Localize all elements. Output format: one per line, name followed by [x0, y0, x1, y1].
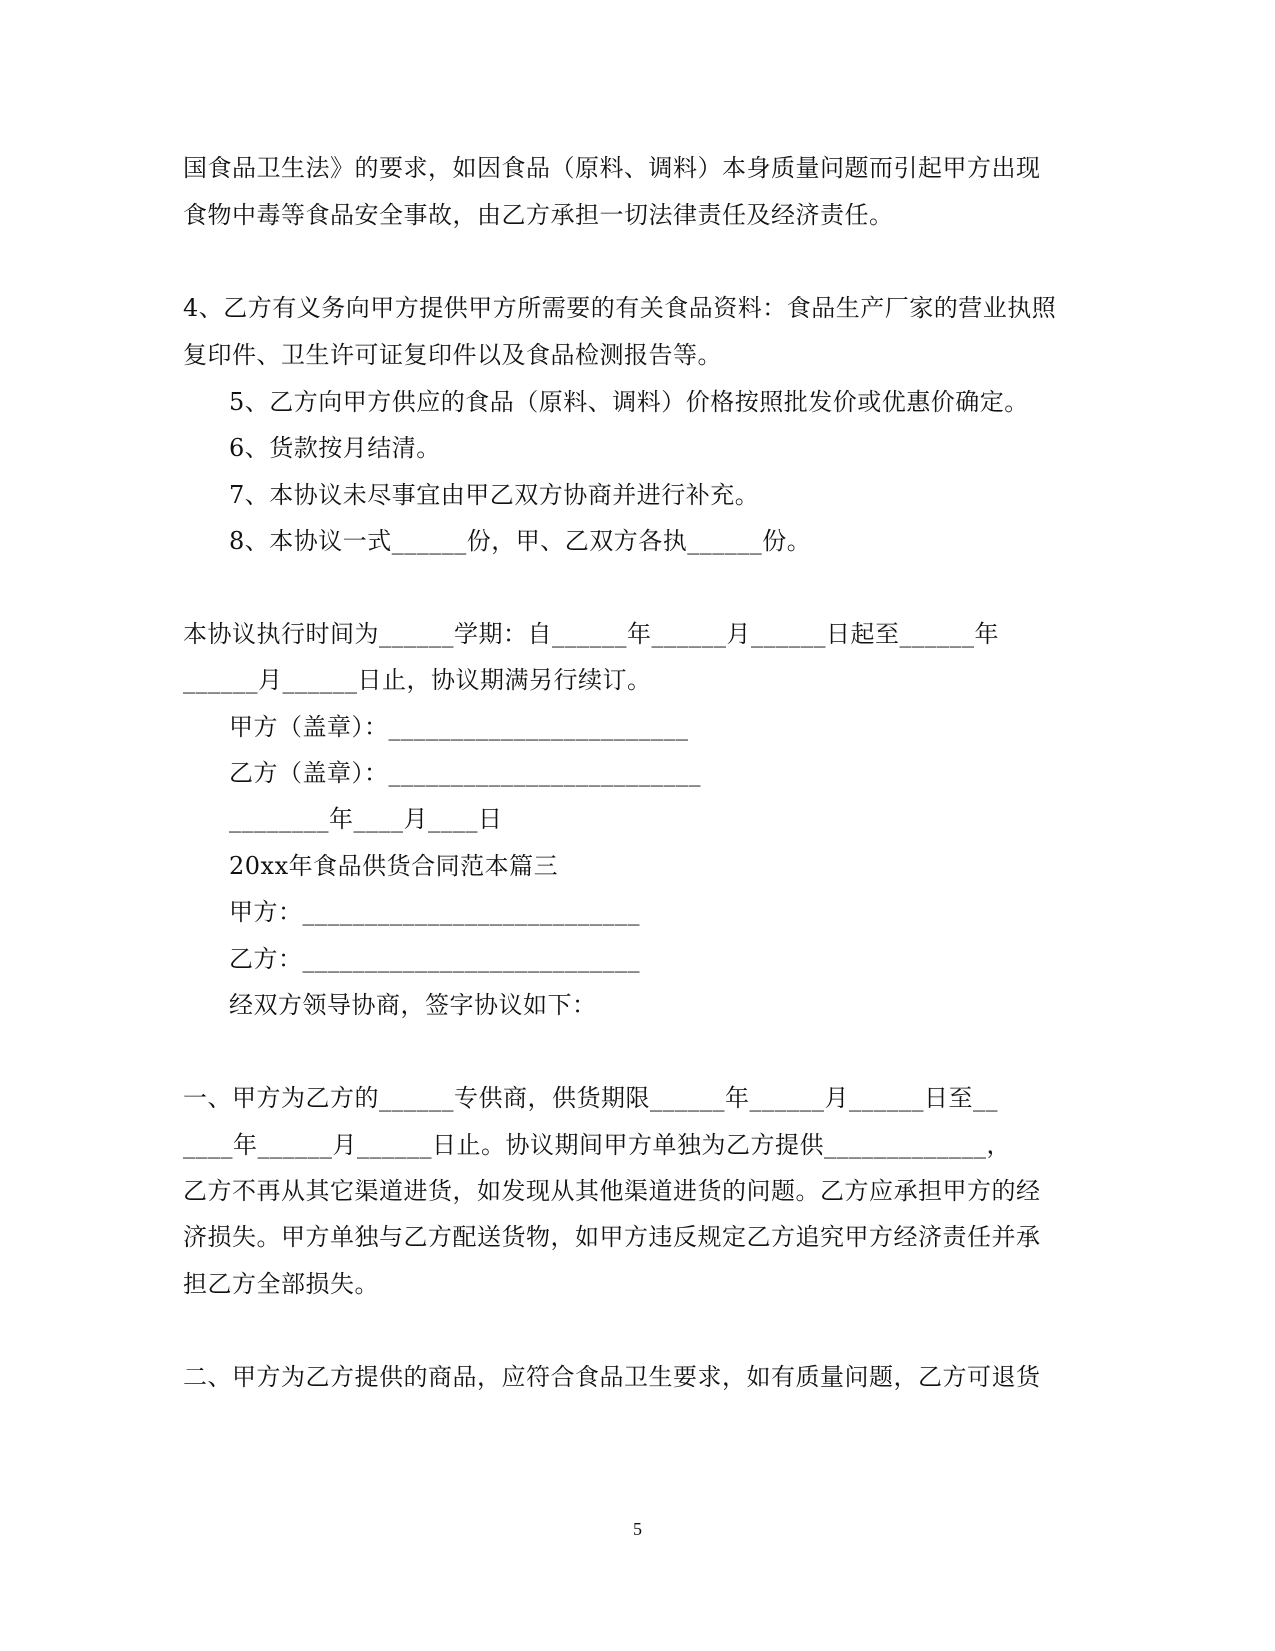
text-line: 复印件、卫生许可证复印件以及食品检测报告等。 [183, 341, 722, 369]
text-line: 6、货款按月结清。 [229, 434, 441, 462]
page-number: 5 [633, 1519, 642, 1539]
text-line: 国食品卫生法》的要求，如因食品（原料、调料）本身质量问题而引起甲方出现 [183, 154, 1041, 182]
party-b-line: 乙方：___________________________ [229, 945, 640, 973]
date-line: ________年____月____日 [229, 805, 503, 833]
party-a-line: 甲方：___________________________ [229, 898, 640, 926]
text-line: 本协议执行时间为______学期：自______年______月______日起至______年 [183, 620, 999, 648]
text-line: ____年______月______日止。协议期间甲方单独为乙方提供_____________， [183, 1131, 1011, 1159]
text-line: 8、本协议一式______份，甲、乙双方各执______份。 [229, 527, 812, 555]
text-line: 担乙方全部损失。 [183, 1270, 379, 1298]
text-line: 乙方不再从其它渠道进货，如发现从其他渠道进货的问题。乙方应承担甲方的经 [183, 1177, 1041, 1205]
text-line: 食物中毒等食品安全事故，由乙方承担一切法律责任及经济责任。 [183, 201, 894, 229]
signature-line-party-a: 甲方（盖章）：________________________ [229, 713, 689, 741]
text-line: ______月______日止，协议期满另行续订。 [183, 666, 652, 694]
text-line: 济损失。甲方单独与乙方配送货物，如甲方违反规定乙方追究甲方经济责任并承 [183, 1223, 1041, 1251]
signature-line-party-b: 乙方（盖章）：_________________________ [229, 759, 701, 787]
text-line: 5、乙方向甲方供应的食品（原料、调料）价格按照批发价或优惠价确定。 [229, 388, 1029, 416]
text-line: 经双方领导协商，签字协议如下： [229, 991, 597, 1019]
text-line: 一、甲方为乙方的______专供商，供货期限______年______月______日至__ [183, 1084, 998, 1112]
text-line: 4、乙方有义务向甲方提供甲方所需要的有关食品资料：食品生产厂家的营业执照 [183, 294, 1057, 322]
text-line: 二、甲方为乙方提供的商品，应符合食品卫生要求，如有质量问题，乙方可退货 [183, 1363, 1041, 1391]
text-line: 7、本协议未尽事宜由甲乙双方协商并进行补充。 [229, 481, 760, 509]
section-heading: 20xx年食品供货合同范本篇三 [229, 852, 559, 880]
